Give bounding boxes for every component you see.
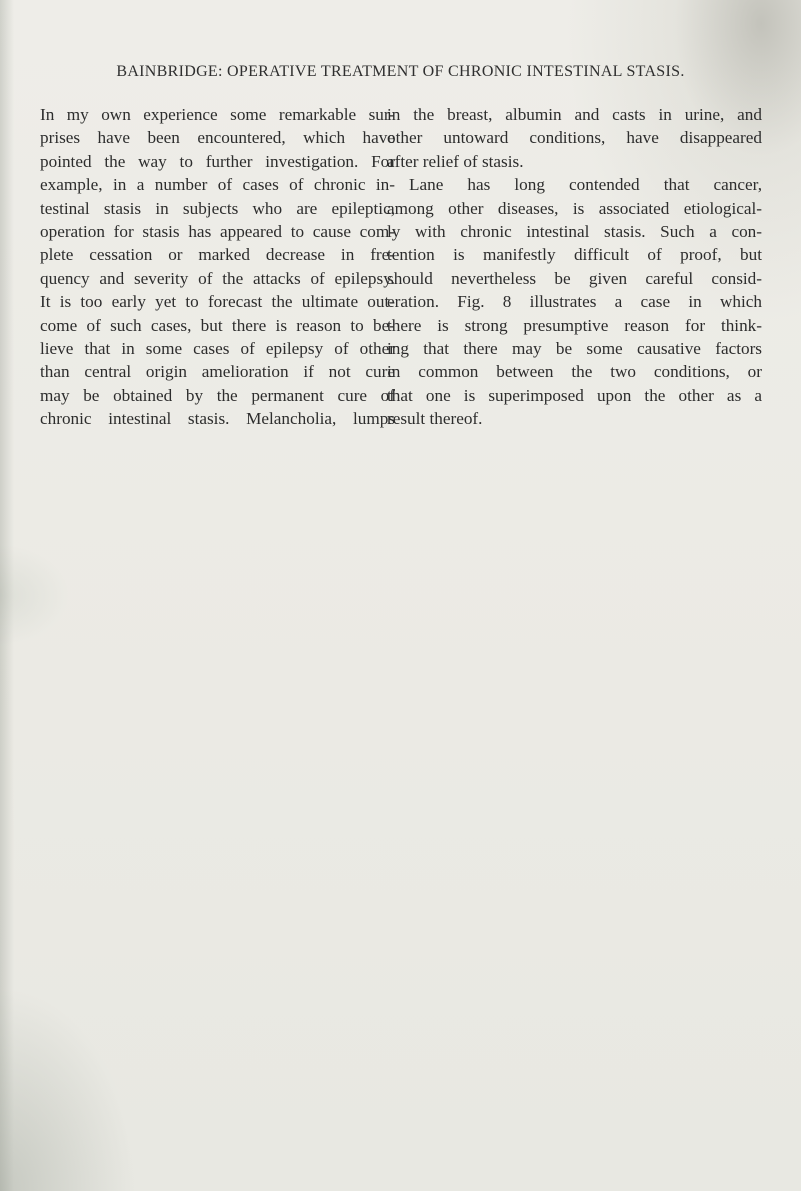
page-edge-shadow [0, 0, 14, 1191]
text-line: quency and severity of the attacks of epilepsy. [40, 268, 395, 288]
right-column [387, 103, 762, 430]
text-line: result thereof. [387, 409, 483, 429]
text-line: eration. Fig. 8 illustrates a case in which [387, 292, 762, 312]
text-line: among other diseases, is associated etiological- [387, 198, 762, 218]
text-line: ing that there may be some causative factors [387, 338, 762, 358]
text-line: pointed the way to further investigation. For [40, 151, 395, 171]
text-line: than central origin amelioration if not cure [40, 362, 395, 382]
text-line: ly with chronic intestinal stasis. Such a con- [387, 221, 762, 241]
running-head: BAINBRIDGE: OPERATIVE TREATMENT OF CHRONIC INTESTINAL STASIS. [116, 63, 685, 80]
text-line: tention is manifestly difficult of proof, but [387, 245, 762, 265]
text-line: lieve that in some cases of epilepsy of other [40, 338, 395, 358]
text-line: chronic intestinal stasis. Melancholia, lumps [40, 409, 395, 429]
text-line: example, in a number of cases of chronic in- [40, 175, 395, 195]
text-line: in the breast, albumin and casts in urine, and [387, 105, 762, 124]
text-line: that one is superimposed upon the other as a [387, 385, 762, 405]
text-line: In my own experience some remarkable sur- [40, 105, 395, 124]
text-line: plete cessation or marked decrease in fre- [40, 245, 395, 265]
text-line: other untoward conditions, have disappeared [387, 128, 762, 148]
text-line: there is strong presumptive reason for think- [387, 315, 762, 335]
text-line: should nevertheless be given careful consid- [387, 268, 762, 288]
paragraph-start-line: Lane has long contended that cancer, [409, 175, 762, 195]
text-line: after relief of stasis. [387, 151, 524, 171]
text-line: may be obtained by the permanent cure of [40, 385, 395, 405]
text-line: testinal stasis in subjects who are epileptic, [40, 198, 395, 218]
text-line: prises have been encountered, which have [40, 128, 395, 148]
text-line: come of such cases, but there is reason to be- [40, 315, 395, 335]
left-column [40, 103, 395, 430]
text-line: operation for stasis has appeared to cause com- [40, 221, 395, 241]
text-line: It is too early yet to forecast the ultimate out- [40, 292, 395, 312]
text-line: in common between the two conditions, or [387, 362, 762, 382]
